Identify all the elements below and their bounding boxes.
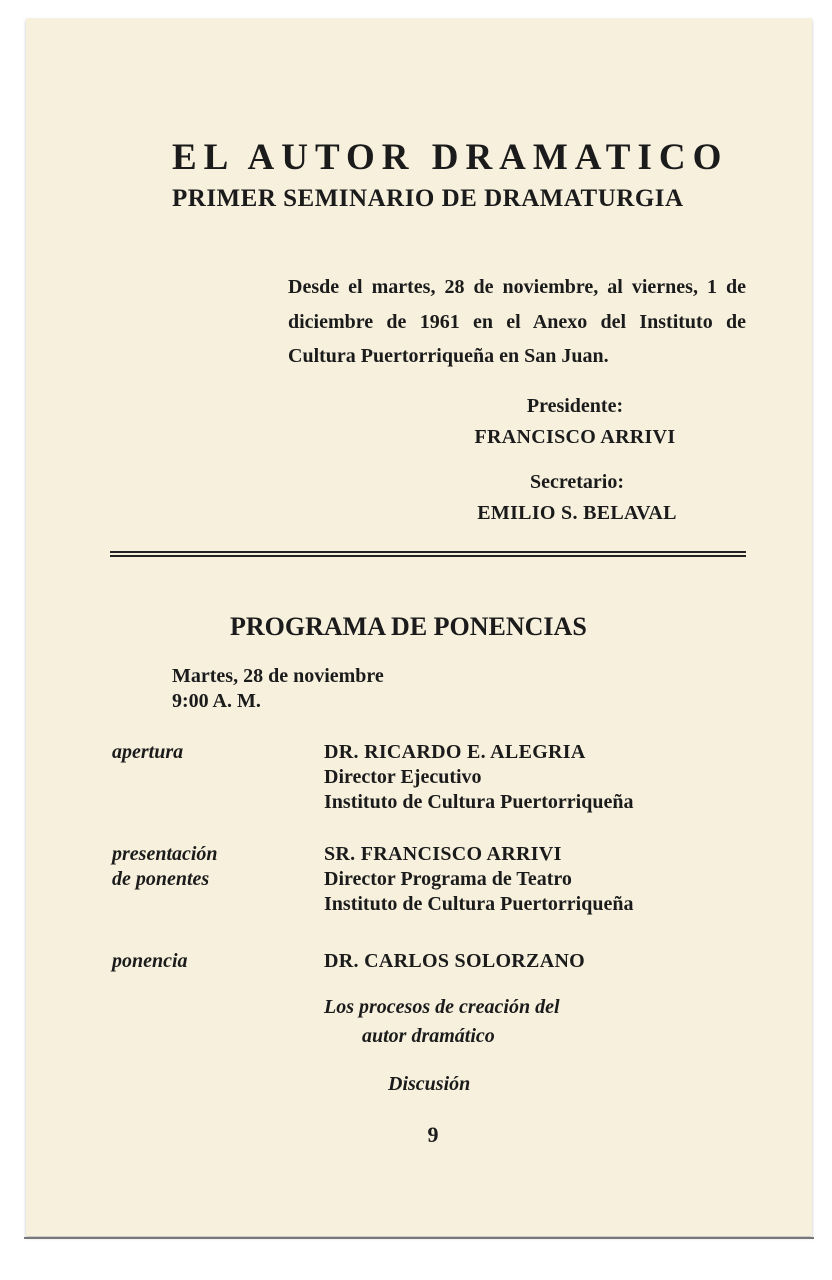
secretary-role: Secretario: <box>529 471 625 493</box>
document-page <box>26 18 812 1236</box>
scan-edge-line <box>24 1237 814 1239</box>
speaker-name: SR. FRANCISCO ARRIVI <box>324 843 562 865</box>
speaker-title: Director Programa de Teatro <box>324 868 572 890</box>
intro-paragraph: Desde el martes, 28 de noviembre, al viernes, 1 de diciembre de 1961 en el Anexo del Instituto de Cultura Puertorriqueña en San Juan. <box>288 276 746 367</box>
secretary-block <box>452 467 702 529</box>
session-date: Martes, 28 de noviembre <box>172 665 384 687</box>
topic-line: autor dramático <box>362 1025 495 1047</box>
item-label <box>112 949 292 974</box>
item-label-line: presentación <box>112 843 218 865</box>
section-divider <box>110 551 746 557</box>
item-label-line: apertura <box>112 741 184 763</box>
item-label-line: de ponentes <box>112 868 210 890</box>
discussion-label: Discusión <box>388 1073 471 1095</box>
speaker-name: DR. RICARDO E. ALEGRIA <box>324 741 586 763</box>
speaker-name: DR. CARLOS SOLORZANO <box>324 950 586 972</box>
president-name: FRANCISCO ARRIVI <box>474 426 676 448</box>
item-detail <box>324 842 744 917</box>
item-label-line: ponencia <box>112 950 188 972</box>
item-label <box>112 740 292 765</box>
page-number: 9 <box>427 1122 439 1147</box>
president-block <box>450 391 700 453</box>
president-role: Presidente: <box>526 395 624 417</box>
item-detail <box>324 740 744 815</box>
document-subtitle: PRIMER SEMINARIO DE DRAMATURGIA <box>172 185 684 212</box>
document-title: EL AUTOR DRAMATICO <box>172 137 729 178</box>
lecture-topic <box>324 993 744 1051</box>
program-title: PROGRAMA DE PONENCIAS <box>230 612 587 641</box>
speaker-org: Instituto de Cultura Puertorriqueña <box>324 791 634 813</box>
speaker-title: Director Ejecutivo <box>324 766 482 788</box>
secretary-name: EMILIO S. BELAVAL <box>477 502 677 524</box>
speaker-org: Instituto de Cultura Puertorriqueña <box>324 893 634 915</box>
session-time: 9:00 A. M. <box>172 690 261 712</box>
topic-line: Los procesos de creación del <box>324 996 560 1018</box>
item-detail <box>324 949 744 974</box>
session-heading <box>172 664 572 714</box>
item-label <box>112 842 292 892</box>
